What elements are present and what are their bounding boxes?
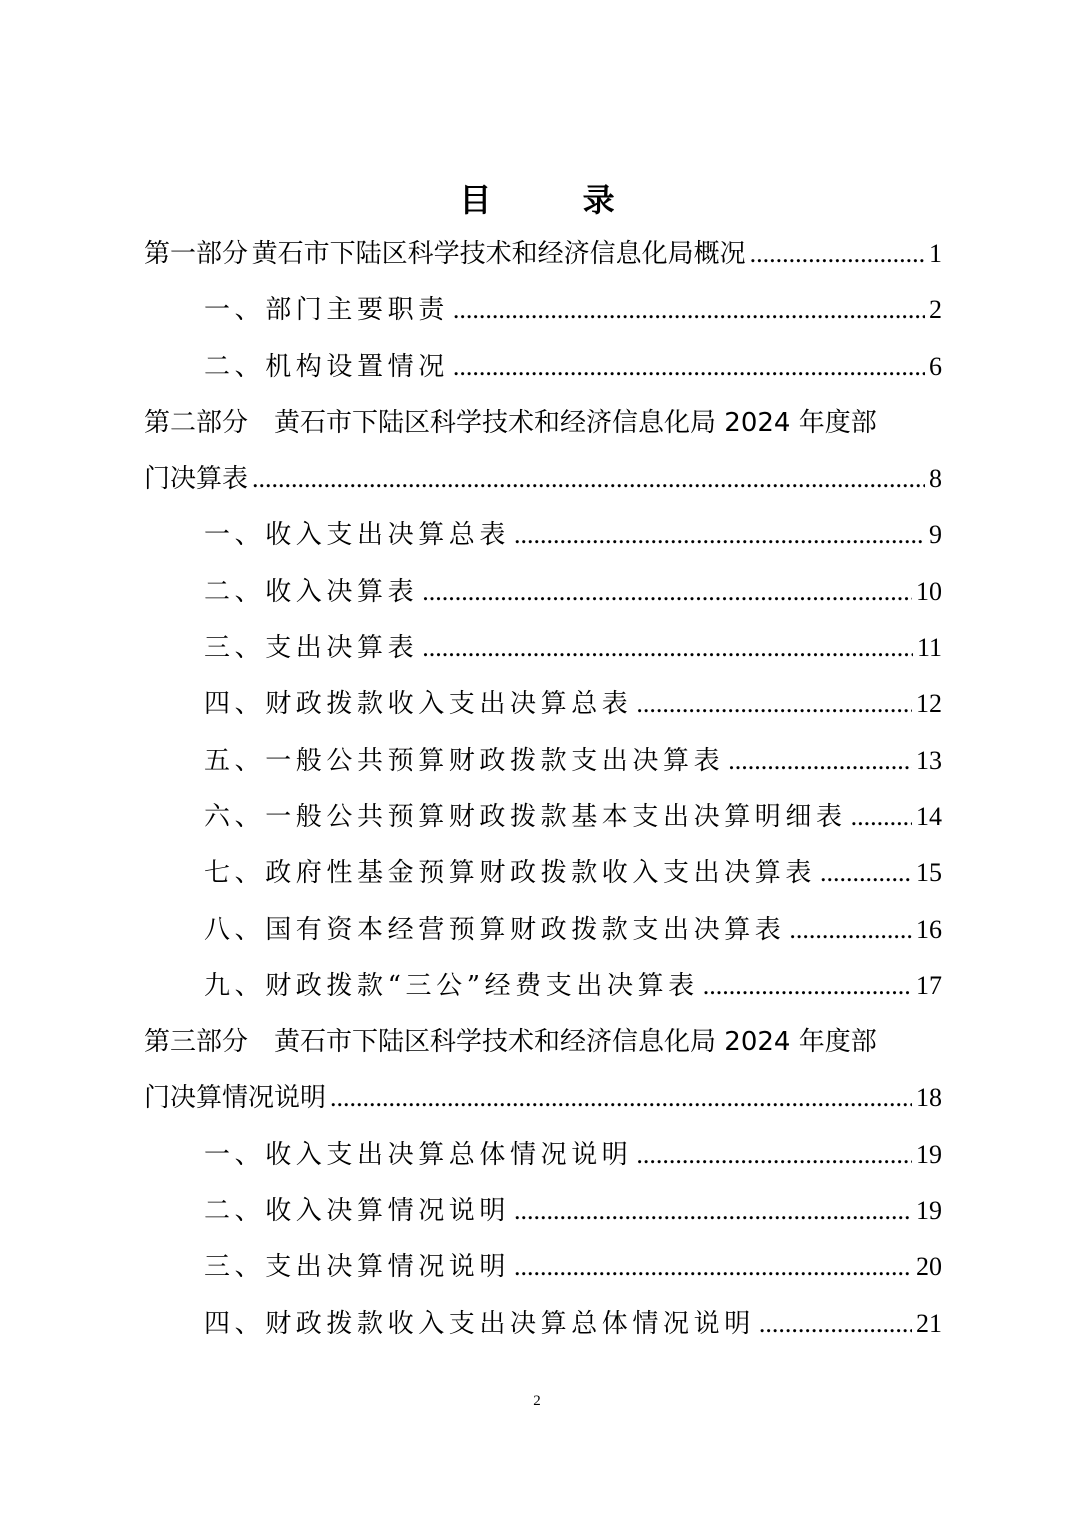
toc-page-number: 19	[916, 1196, 942, 1226]
toc-list	[144, 232, 942, 1358]
toc-section-entry[interactable]	[144, 1189, 942, 1245]
toc-part-entry[interactable]	[144, 232, 942, 288]
toc-leader-dots	[728, 739, 912, 783]
toc-page-number: 12	[916, 689, 942, 719]
toc-section-entry[interactable]	[144, 1302, 942, 1358]
toc-page-number: 9	[929, 520, 942, 550]
toc-leader-dots	[789, 908, 912, 952]
toc-part-entry[interactable]	[144, 1020, 942, 1076]
toc-section-title: 九、财政拨款“三公”经费支出决算表	[204, 970, 699, 1001]
toc-leader-dots	[750, 232, 925, 276]
toc-section-title: 七、政府性基金预算财政拨款收入支出决算表	[204, 858, 817, 889]
toc-page-number: 13	[916, 745, 942, 775]
toc-leader-dots	[330, 1076, 912, 1120]
toc-section-entry[interactable]	[144, 739, 942, 795]
toc-part-prefix: 第一部分	[144, 239, 249, 269]
toc-page-number: 17	[916, 970, 942, 1000]
toc-section-entry[interactable]	[144, 513, 942, 569]
toc-part-entry[interactable]	[144, 401, 942, 457]
toc-section-title: 四、财政拨款收入支出决算总表	[204, 689, 633, 720]
toc-leader-dots	[820, 851, 912, 895]
toc-section-title: 四、财政拨款收入支出决算总体情况说明	[204, 1308, 755, 1339]
toc-page-number: 14	[916, 801, 942, 831]
toc-title: 目 录	[459, 181, 655, 219]
toc-leader-dots	[453, 288, 925, 332]
toc-page-number: 18	[916, 1083, 942, 1113]
toc-section-entry[interactable]	[144, 851, 942, 907]
toc-page-number: 11	[916, 633, 942, 663]
toc-section-entry[interactable]	[144, 626, 942, 682]
toc-section-entry[interactable]	[144, 682, 942, 738]
toc-section-entry[interactable]	[144, 908, 942, 964]
toc-leader-dots	[636, 1133, 912, 1177]
toc-section-title: 五、一般公共预算财政拨款支出决算表	[204, 745, 725, 776]
toc-section-entry[interactable]	[144, 288, 942, 344]
toc-page-number: 21	[916, 1308, 942, 1338]
toc-leader-dots	[252, 457, 925, 501]
page-number-footer: 2	[533, 1393, 541, 1409]
toc-section-title: 二、机构设置情况	[204, 351, 449, 382]
toc-section-title: 六、一般公共预算财政拨款基本支出决算明细表	[204, 801, 847, 832]
toc-part-entry-continued[interactable]	[144, 1076, 942, 1132]
toc-section-title: 三、支出决算情况说明	[204, 1252, 511, 1283]
toc-page-number: 6	[929, 351, 942, 381]
toc-part-title-continued: 门决算表	[144, 464, 249, 495]
toc-section-entry[interactable]	[144, 345, 942, 401]
toc-leader-dots	[453, 345, 925, 389]
toc-leader-dots	[703, 964, 912, 1008]
toc-part-title: 黄石市下陆区科学技术和经济信息化局 2024 年度部	[274, 407, 877, 438]
toc-section-entry[interactable]	[144, 1245, 942, 1301]
toc-part-prefix: 第三部分	[144, 1027, 249, 1058]
toc-part-title-continued: 门决算情况说明	[144, 1083, 327, 1114]
toc-part-title: 黄石市下陆区科学技术和经济信息化局概况	[251, 239, 746, 269]
toc-leader-dots	[514, 1245, 912, 1289]
toc-section-title: 一、部门主要职责	[204, 295, 449, 326]
toc-page-number: 2	[929, 295, 942, 325]
toc-leader-dots	[422, 626, 913, 670]
toc-part-entry-continued[interactable]	[144, 457, 942, 513]
toc-leader-dots	[636, 682, 912, 726]
toc-leader-dots	[759, 1302, 912, 1346]
toc-page-number: 8	[929, 464, 942, 494]
toc-leader-dots	[851, 795, 912, 839]
toc-page-number: 20	[916, 1252, 942, 1282]
toc-page-number: 16	[916, 914, 942, 944]
toc-section-entry[interactable]	[144, 964, 942, 1020]
toc-leader-dots	[422, 570, 912, 614]
toc-page-number: 10	[916, 576, 942, 606]
toc-page-number: 1	[929, 239, 942, 268]
toc-section-title: 三、支出决算表	[204, 633, 419, 664]
toc-page-number: 19	[916, 1139, 942, 1169]
toc-leader-dots	[514, 1189, 912, 1233]
toc-part-prefix: 第二部分	[144, 407, 249, 438]
toc-section-title: 一、收入支出决算总表	[204, 520, 511, 551]
toc-section-title: 二、收入决算表	[204, 576, 419, 607]
toc-part-title: 黄石市下陆区科学技术和经济信息化局 2024 年度部	[274, 1027, 877, 1058]
toc-section-entry[interactable]	[144, 570, 942, 626]
toc-section-title: 八、国有资本经营预算财政拨款支出决算表	[204, 914, 786, 945]
toc-section-title: 一、收入支出决算总体情况说明	[204, 1139, 633, 1170]
toc-section-entry[interactable]	[144, 1133, 942, 1189]
toc-section-title: 二、收入决算情况说明	[204, 1196, 511, 1227]
toc-leader-dots	[514, 513, 925, 557]
toc-section-entry[interactable]	[144, 795, 942, 851]
toc-page-number: 15	[916, 858, 942, 888]
